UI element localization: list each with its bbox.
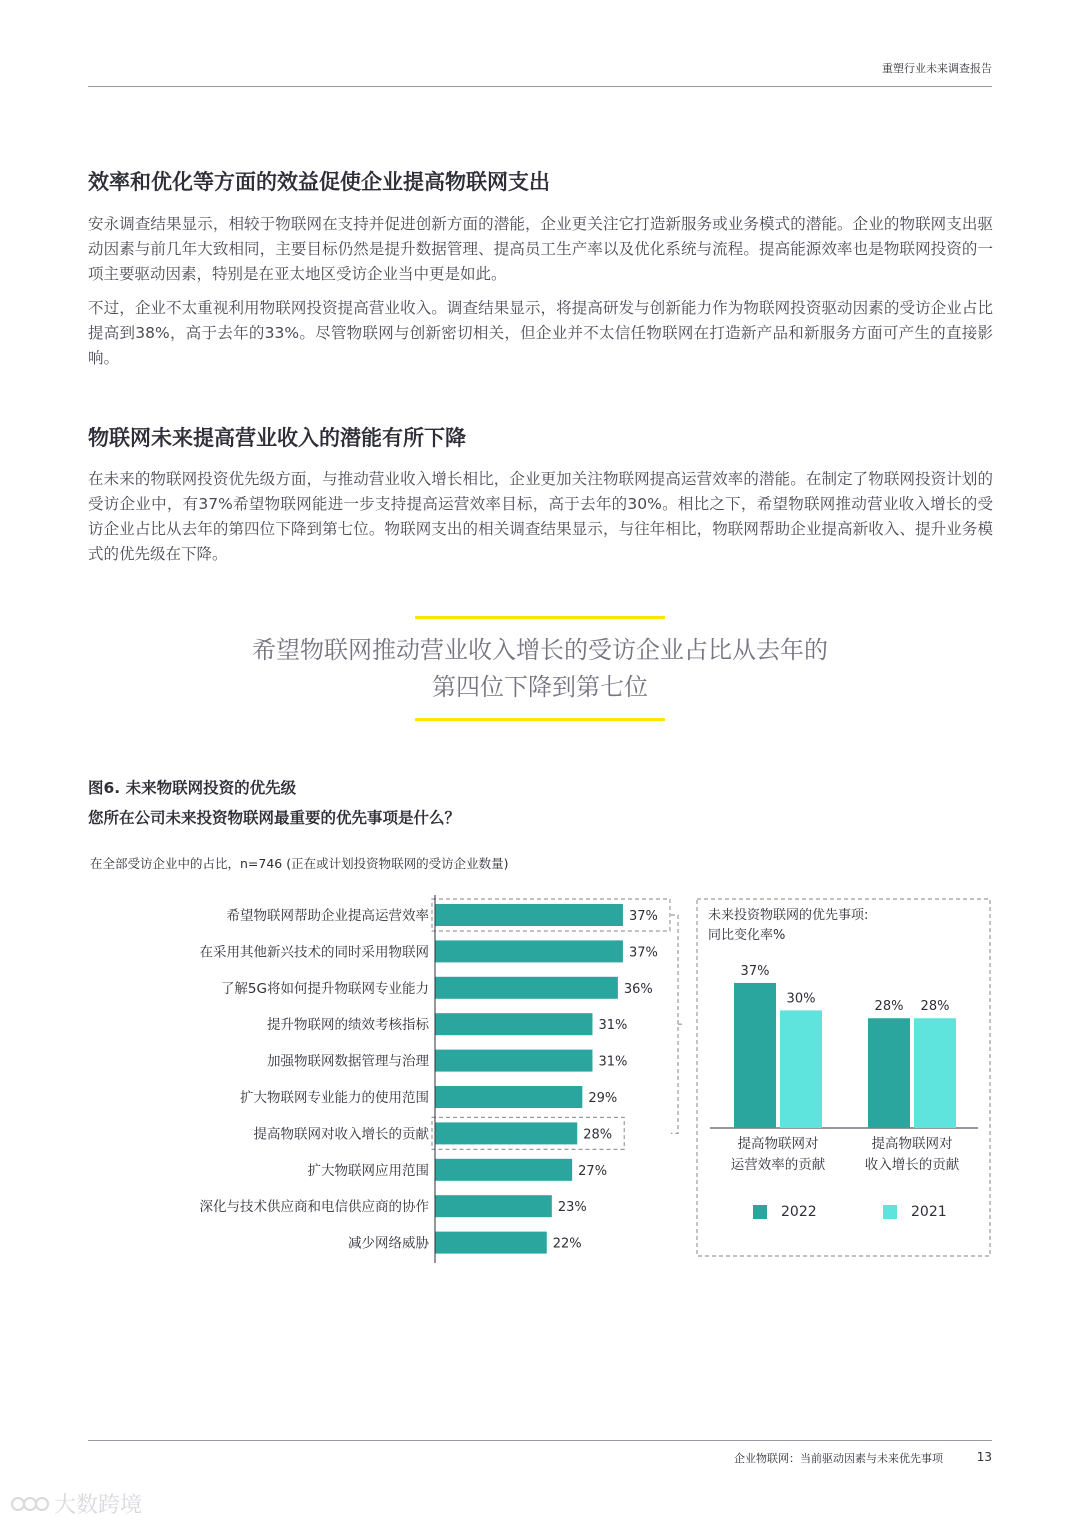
legend-2021 bbox=[883, 1204, 947, 1220]
column-bar bbox=[868, 1018, 910, 1128]
legend-swatch-2022 bbox=[753, 1205, 767, 1219]
pull-quote-line-1: 希望物联网推动营业收入增长的受访企业占比从去年的 bbox=[252, 636, 828, 664]
pull-quote-top-rule bbox=[415, 616, 665, 619]
column-bar bbox=[914, 1018, 956, 1128]
bar-value-label: 23% bbox=[557, 1200, 587, 1216]
bar bbox=[435, 1050, 592, 1072]
figure-note: 在全部受访企业中的占比，n=746 (正在或计划投资物联网的受访企业数量) bbox=[90, 856, 509, 871]
side-panel-title-line-1: 未来投资物联网的优先事项: bbox=[708, 908, 869, 923]
bar bbox=[435, 1232, 547, 1254]
bar-category-label: 希望物联网帮助企业提高运营效率 bbox=[226, 908, 429, 924]
section1-paragraph-2: 不过，企业不太重视利用物联网投资提高营业收入。调查结果显示，将提高研发与创新能力作为物联网投资驱动因素的受访企业占比提高到38%，高于去年的33%。尽管物联网与创新密切相关，但企业并不太信任物联网在打造新产品和新服务方面可产生的直接影响。 bbox=[88, 299, 993, 367]
legend-2022 bbox=[753, 1204, 817, 1220]
pull-quote-bottom-rule bbox=[415, 718, 665, 721]
bar-value-label: 31% bbox=[598, 1054, 628, 1070]
bar bbox=[435, 1086, 582, 1108]
bar-category-label: 提高物联网对收入增长的贡献 bbox=[253, 1126, 429, 1143]
footer-rule bbox=[88, 1440, 992, 1441]
bar bbox=[435, 1195, 552, 1217]
column-value-label: 28% bbox=[874, 999, 904, 1015]
column-value-label: 37% bbox=[740, 963, 770, 979]
bar-category-label: 在采用其他新兴技术的同时采用物联网 bbox=[199, 944, 429, 961]
pull-quote-line-2: 第四位下降到第七位 bbox=[432, 673, 648, 701]
column-bar bbox=[734, 983, 776, 1128]
side-panel-title-line-2: 同比变化率% bbox=[708, 928, 786, 943]
footer-text: 企业物联网：当前驱动因素与未来优先事项 bbox=[734, 1452, 943, 1465]
section2-paragraph-1: 在未来的物联网投资优先级方面，与推动营业收入增长相比，企业更加关注物联网提高运营效率的潜能。在制定了物联网投资计划的受访企业中，有37%希望物联网能进一步支持提高运营效率目标，高于去年的30%。相比之下，希望物联网推动营业收入增长的受访企业占比从去年的第四位下降到第七位。物联网支出的相关调查结果显示，与往年相比，物联网帮助企业提高新收入、提升业务模式的优先级在下降。 bbox=[88, 470, 993, 563]
bar-value-label: 29% bbox=[588, 1091, 618, 1106]
column-category-label: 运营效率的贡献 bbox=[730, 1157, 826, 1173]
bar-category-label: 加强物联网数据管理与治理 bbox=[267, 1053, 429, 1070]
column-bar bbox=[780, 1010, 822, 1128]
bar-category-label: 减少网络威胁 bbox=[348, 1235, 429, 1252]
section1-paragraph-1: 安永调查结果显示，相较于物联网在支持并促进创新方面的潜能，企业更关注它打造新服务或业务模式的潜能。企业的物联网支出驱动因素与前几年大致相同，主要目标仍然是提升数据管理、提高员工生产率以及优化系统与流程。提高能源效率也是物联网投资的一项主要驱动因素，特别是在亚太地区受访企业当中更是如此。 bbox=[88, 215, 993, 283]
bar bbox=[435, 977, 618, 999]
watermark-logo-icon bbox=[10, 1492, 50, 1516]
page-number: 13 bbox=[976, 1450, 992, 1464]
bar bbox=[435, 1159, 572, 1181]
legend-label-2022: 2022 bbox=[781, 1204, 817, 1220]
bar-value-label: 27% bbox=[578, 1163, 608, 1179]
watermark-text: 大数跨境 bbox=[54, 1493, 143, 1518]
column-category-label: 提高物联网对 bbox=[737, 1136, 819, 1152]
column-category-label: 收入增长的贡献 bbox=[864, 1157, 960, 1173]
watermark bbox=[10, 1488, 142, 1519]
bar-value-label: 22% bbox=[552, 1236, 582, 1252]
bar-value-label: 37% bbox=[628, 945, 658, 961]
bar-value-label: 28% bbox=[583, 1127, 613, 1143]
legend-label-2021: 2021 bbox=[911, 1204, 947, 1220]
bar bbox=[435, 1013, 592, 1035]
figure-question: 您所在公司未来投资物联网最重要的优先事项是什么？ bbox=[88, 809, 461, 827]
bar-category-label: 深化与技术供应商和电信供应商的协作 bbox=[199, 1199, 429, 1216]
bar-value-label: 37% bbox=[628, 909, 658, 924]
yoy-column-chart bbox=[696, 898, 992, 1258]
legend-swatch-2021 bbox=[883, 1205, 897, 1219]
bar-value-label: 36% bbox=[623, 981, 653, 997]
column-value-label: 28% bbox=[920, 999, 950, 1015]
column-category-label: 提高物联网对 bbox=[871, 1136, 953, 1152]
bar-category-label: 了解5G将如何提升物联网专业能力 bbox=[220, 980, 429, 997]
pull-quote bbox=[140, 632, 940, 706]
figure-title: 图6. 未来物联网投资的优先级 bbox=[88, 779, 297, 797]
bar-category-label: 提升物联网的绩效考核指标 bbox=[267, 1017, 429, 1034]
column-value-label: 30% bbox=[786, 991, 816, 1007]
section2-heading: 物联网未来提高营业收入的潜能有所下降 bbox=[88, 426, 466, 450]
bar bbox=[435, 1122, 577, 1144]
highlight-connector bbox=[671, 915, 678, 1133]
bar-category-label: 扩大物联网专业能力的使用范围 bbox=[240, 1090, 429, 1106]
header-title: 重塑行业未来调查报告 bbox=[882, 62, 992, 75]
bar bbox=[435, 940, 623, 962]
bar bbox=[435, 904, 623, 926]
priority-bar-chart bbox=[140, 895, 685, 1265]
section1-heading: 效率和优化等方面的效益促使企业提高物联网支出 bbox=[88, 170, 550, 194]
bar-value-label: 31% bbox=[598, 1018, 628, 1034]
header-rule bbox=[88, 86, 992, 87]
bar-category-label: 扩大物联网应用范围 bbox=[307, 1162, 429, 1179]
